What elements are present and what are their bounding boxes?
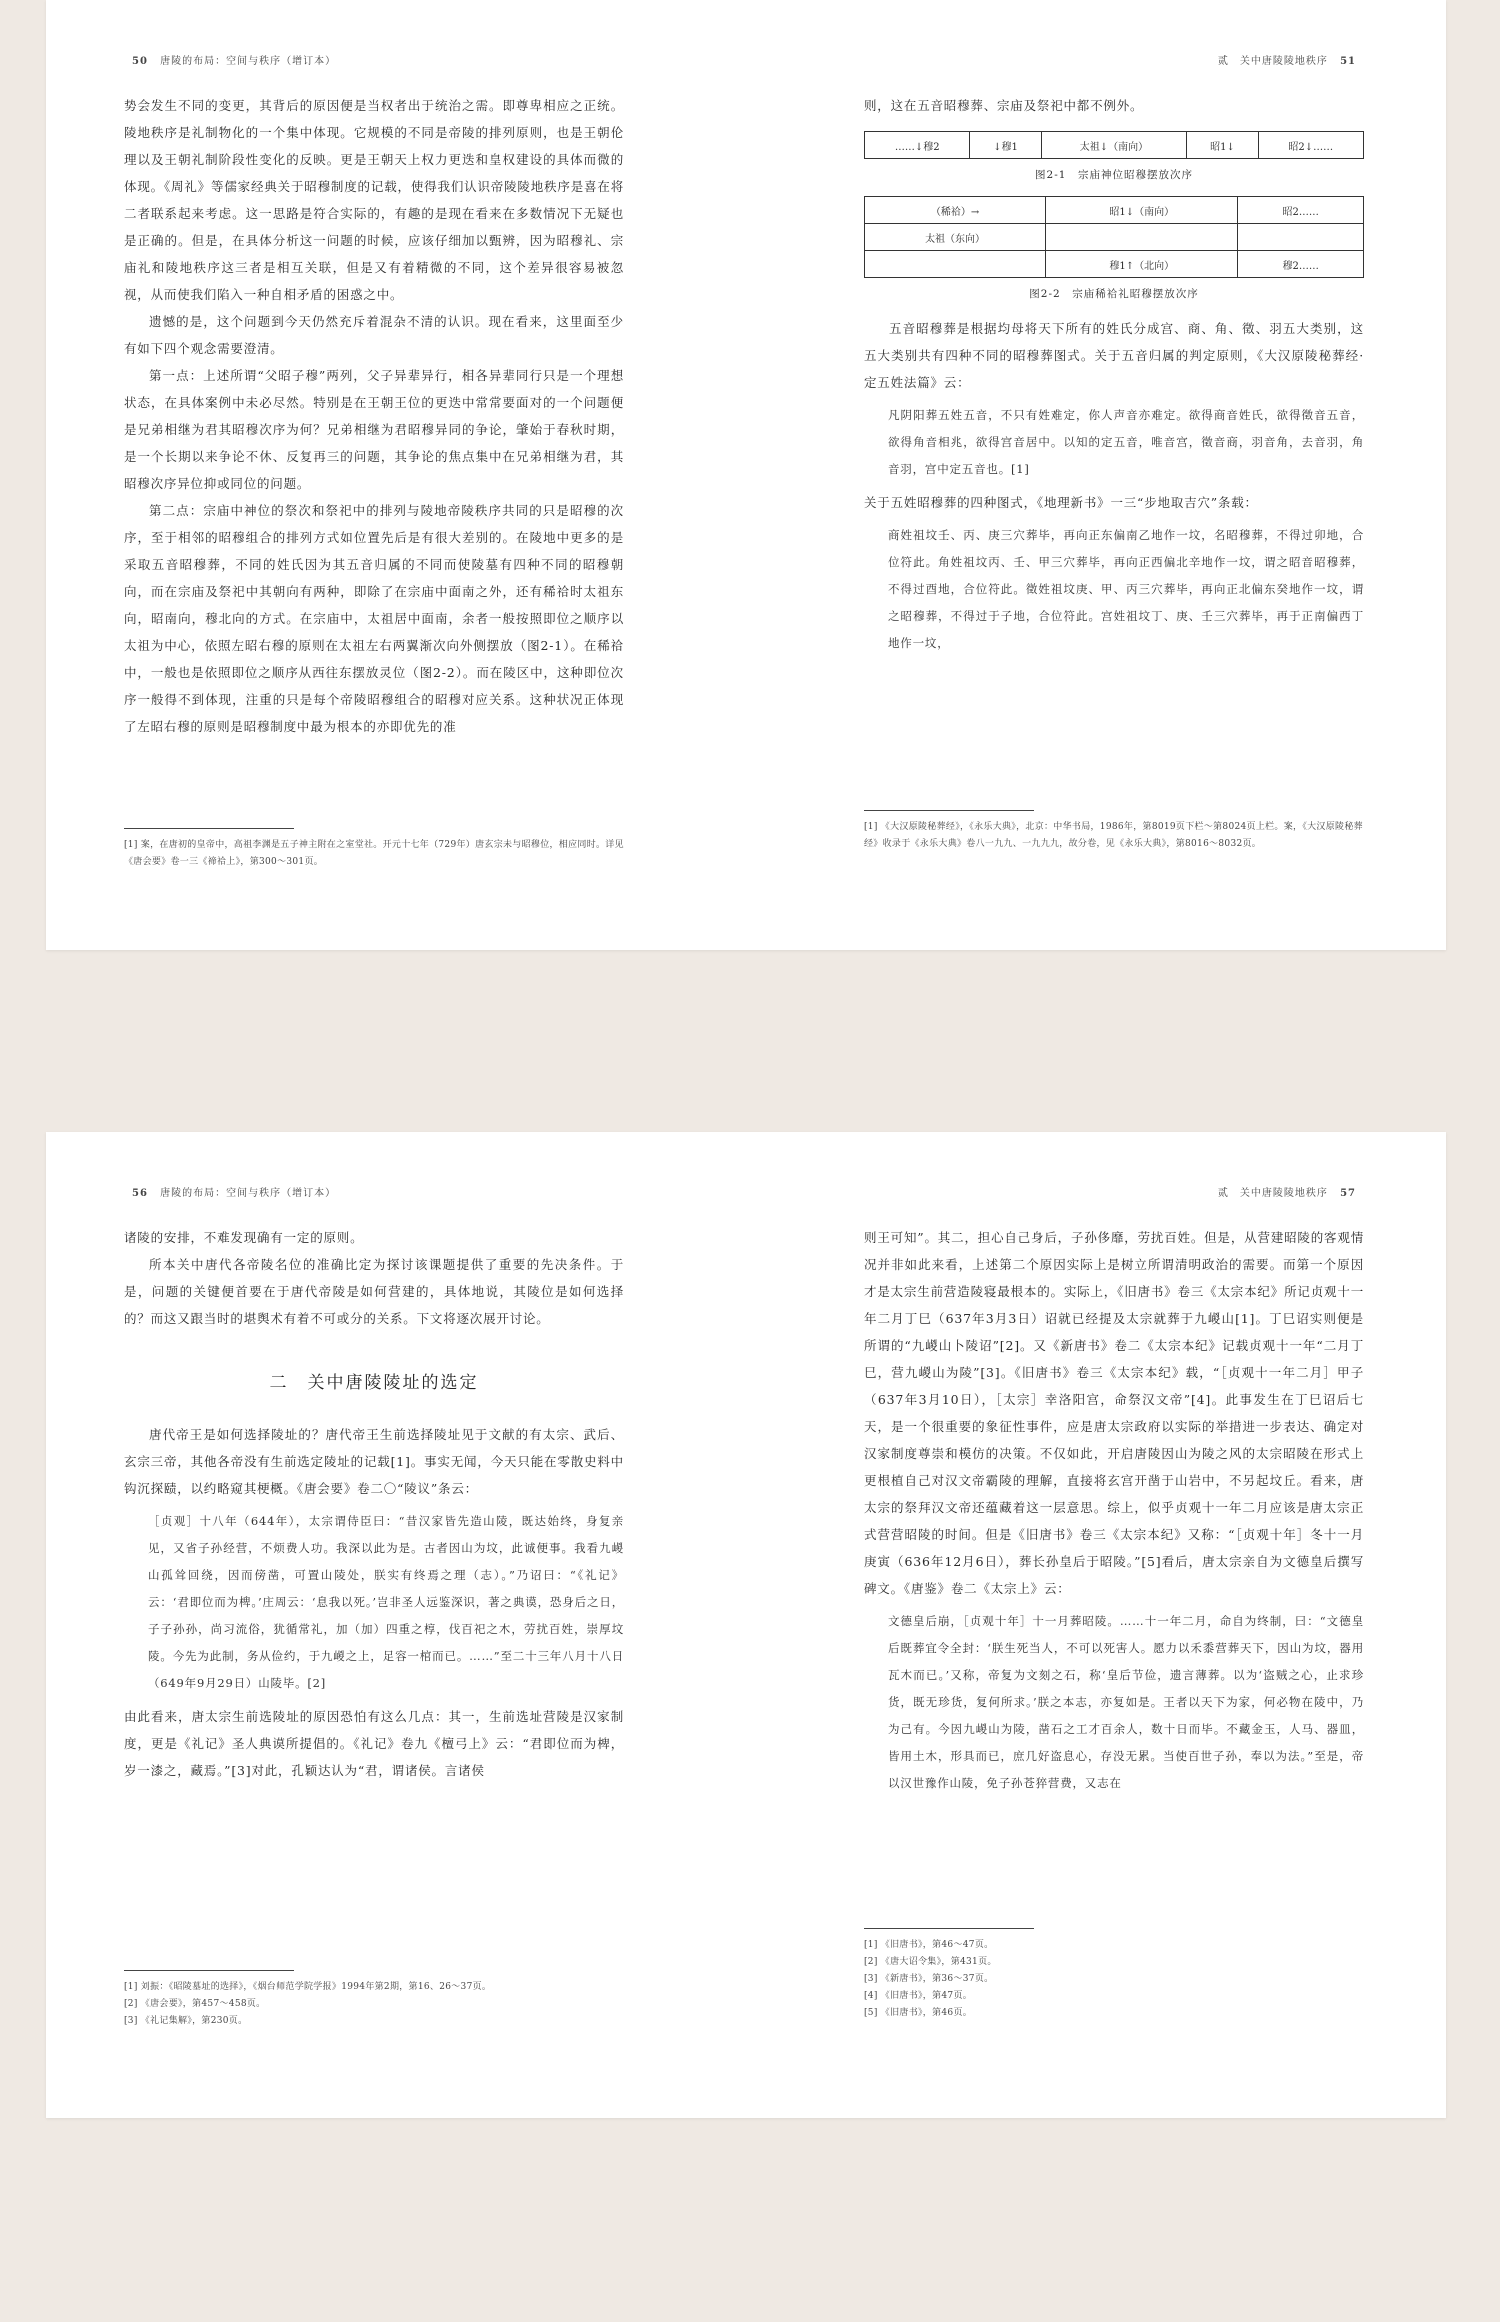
footnote: [2] 《唐大诏令集》，第431页。	[864, 1957, 997, 1967]
footnote-rule	[124, 828, 294, 829]
block-quote: 文德皇后崩，［贞观十年］十一月葬昭陵。……十一年二月，命自为终制，曰：“文德皇后既葬宜令全封：‘朕生死当人，不可以死害人。愿力以禾黍营葬天下，因山为坟，器用瓦木而已。’又称，帝复为文刻之石，称‘皇后节俭，遗言薄葬。以为‘盗贼之心，止求珍货，既无珍货，复何所求。’朕之本志，亦复如是。王者以天下为家，何必物在陵中，乃为己有。今因九嵕山为陵，凿石之工才百余人，数十日而毕。不藏金玉，人马、器皿，皆用土木，形具而已，庶几好盗息心，存没无累。当使百世子孙，奉以为法。”至是，帝以汉世豫作山陵，免子孙苍猝营费，又志在	[888, 1614, 1364, 1790]
running-head	[864, 1184, 1364, 1199]
footnotes	[124, 1970, 624, 2030]
figure-caption: 图2-1 宗庙神位昭穆摆放次序	[1035, 169, 1193, 181]
figure-2-1-table	[864, 131, 1364, 159]
footnotes	[124, 828, 624, 871]
paragraph: 第二点：宗庙中神位的祭次和祭祀中的排列与陵地帝陵秩序共同的只是昭穆的次序，至于相邻的昭穆组合的排列方式如位置先后是有很大差别的。在陵地中更多的是采取五音昭穆葬，不同的姓氏因为其五音归属的不同而使陵墓有四种不同的昭穆朝向，而在宗庙及祭祀中其朝向有两种，即除了在宗庙中面南之外，还有稀祫时太祖东向，昭南向，穆北向的方式。在宗庙中，太祖居中面南，余者一般按照即位之顺序以太祖为中心，依照左昭右穆的原则在太祖左右两翼渐次向外侧摆放（图2-1）。在稀祫中，一般也是依照即位之顺序从西往东摆放灵位（图2-2）。而在陵区中，这种即位次序一般得不到体现，注重的只是每个帝陵昭穆组合的昭穆对应关系。这种状况正体现了左昭右穆的原则是昭穆制度中最为根本的亦即优先的准	[124, 503, 624, 734]
figure-cell: 穆2……	[1238, 251, 1364, 278]
page-body	[864, 1224, 1364, 1803]
running-head	[124, 52, 624, 67]
page-number: 56	[132, 1188, 148, 1199]
page-body	[124, 92, 624, 740]
paragraph: 由此看来，唐太宗生前选陵址的原因恐怕有这么几点：其一，生前选址营陵是汉家制度，更是《礼记》圣人典谟所提倡的。《礼记》卷九《檀弓上》云：“君即位而为椑，岁一漆之，藏焉。”[3]对此，孔颖达认为“君，谓诸侯。言诸侯	[124, 1709, 624, 1778]
block-quote: 凡阴阳葬五姓五音，不只有姓难定，你人声音亦难定。欲得商音姓氏，欲得徵音五音，欲得角音相兆，欲得宫音居中。以知的定五音，唯音宫，徵音商，羽音角，去音羽，角音羽，宫中定五音也。[1]	[888, 408, 1364, 476]
footnotes	[864, 1928, 1364, 2022]
page-number: 57	[1340, 1188, 1356, 1199]
page-number: 51	[1340, 56, 1356, 67]
paragraph: 势会发生不同的变更，其背后的原因便是当权者出于统治之需。即尊卑相应之正统。陵地秩序是礼制物化的一个集中体现。它规模的不同是帝陵的排列原则，也是王朝伦理以及王朝礼制阶段性变化的反映。更是王朝天上权力更迭和皇权建设的具体而微的体现。《周礼》等儒家经典关于昭穆制度的记载，使得我们认识帝陵陵地秩序是喜在将二者联系起来考虑。这一思路是符合实际的，有趣的是现在看来在多数情况下无疑也是正确的。但是，在具体分析这一问题的时候，应该仔细加以甄辨，因为昭穆礼、宗庙礼和陵地秩序这三者是相互关联，但是又有着精微的不同，这个差异很容易被忽视，从而使我们陷入一种自相矛盾的困惑之中。	[124, 98, 624, 302]
book-spread-upper	[46, 0, 1446, 950]
figure-cell: ↓穆1	[970, 132, 1041, 159]
footnote: [1] 刘振：《昭陵墓址的选择》，《烟台师范学院学报》1994年第2期，第16、26～37页。	[124, 1982, 492, 1992]
figure-cell: （稀祫）→	[865, 197, 1046, 224]
paragraph: 五音昭穆葬是根据均母将天下所有的姓氏分成宫、商、角、徵、羽五大类别，这五大类别共有四种不同的昭穆葬图式。关于五音归属的判定原则，《大汉原陵秘葬经·定五姓法篇》云：	[864, 321, 1364, 390]
footnote: [2] 《唐会要》，第457～458页。	[124, 1999, 266, 2009]
book-title: 唐陵的布局：空间与秩序（增订本）	[160, 56, 337, 67]
footnote: [4] 《旧唐书》，第47页。	[864, 1991, 973, 2001]
figure-cell: 太祖↓（南向）	[1041, 132, 1187, 159]
paragraph: 关于五姓昭穆葬的四种图式，《地理新书》一三“步地取吉穴”条载：	[864, 495, 1258, 510]
paragraph: 诸陵的安排，不难发现确有一定的原则。	[124, 1230, 364, 1245]
footnote-rule	[864, 810, 1034, 811]
paragraph: 唐代帝王是如何选择陵址的？唐代帝王生前选择陵址见于文献的有太宗、武后、玄宗三帝，其他各帝没有生前选定陵址的记载[1]。事实无闻，今天只能在零散史料中钩沉探赜，以约略窥其梗概。《唐会要》卷二〇“陵议”条云：	[124, 1427, 624, 1496]
book-spread-lower	[46, 1132, 1446, 2118]
figure-cell	[865, 251, 1046, 278]
page-number: 50	[132, 56, 148, 67]
footnote: [5] 《旧唐书》，第46页。	[864, 2008, 973, 2018]
footnote: [3] 《新唐书》，第36～37页。	[864, 1974, 994, 1984]
footnote: [1] 《大汉原陵秘葬经》，《永乐大典》，北京：中华书局，1986年，第8019页下栏～第8024页上栏。案，《大汉原陵秘葬经》收录于《永乐大典》卷八一九九、一九九九，故分卷，见《永乐大典》，第8016～8032页。	[864, 822, 1363, 849]
paragraph: 所本关中唐代各帝陵名位的准确比定为探讨该课题提供了重要的先决条件。于是，问题的关键便首要在于唐代帝陵是如何营建的，具体地说，其陵位是如何选择的？而这又跟当时的堪舆术有着不可或分的关系。下文将逐次展开讨论。	[124, 1257, 624, 1326]
footnote-rule	[864, 1928, 1034, 1929]
figure-caption: 图2-2 宗庙稀祫礼昭穆摆放次序	[1029, 288, 1199, 300]
footnote-rule	[124, 1970, 294, 1971]
footnote: [3] 《礼记集解》，第230页。	[124, 2016, 248, 2026]
paragraph: 则王可知”。其二，担心自己身后，子孙侈靡，劳扰百姓。但是，从营建昭陵的客观情况并非如此来看，上述第二个原因实际上是树立所谓清明政治的需要。而第一个原因才是太宗生前营造陵寝最根本的。实际上，《旧唐书》卷三《太宗本纪》所记贞观十一年二月丁巳（637年3月3日）诏就已经提及太宗就葬于九嵕山[1]。丁巳诏实则便是所谓的“九嵕山卜陵诏”[2]。又《新唐书》卷二《太宗本纪》记载贞观十一年“二月丁巳，营九嵕山为陵”[3]。《旧唐书》卷三《太宗本纪》载，“［贞观十一年二月］甲子（637年3月10日），［太宗］幸洛阳宫，命祭汉文帝”[4]。此事发生在丁巳诏后七天，是一个很重要的象征性事件，应是唐太宗政府以实际的举措进一步表达、确定对汉家制度尊崇和模仿的决策。不仅如此，开启唐陵因山为陵之风的太宗昭陵在形式上更根植自己对汉文帝霸陵的理解，直接将玄宫开凿于山岩中，不另起坟丘。看来，唐太宗的祭拜汉文帝还蕴藏着这一层意思。综上，似乎贞观十一年二月应该是唐太宗正式营营昭陵的时间。但是《旧唐书》卷三《太宗本纪》又称：“［贞观十年］冬十一月庚寅（636年12月6日），葬长孙皇后于昭陵。”[5]看后，唐太宗亲自为文德皇后撰写碑文。《唐鉴》卷二《太宗上》云：	[864, 1230, 1364, 1596]
footnote: [1] 案，在唐初的皇帝中，高祖李渊是五子神主附在之室堂社。开元十七年（729年）唐玄宗未与昭穆位，相应同时。详见《唐会要》卷一三《禘祫上》，第300～301页。	[124, 840, 624, 867]
footnote: [1] 《旧唐书》，第46～47页。	[864, 1940, 994, 1950]
page-body	[124, 1224, 624, 1784]
paragraph: 则，这在五音昭穆葬、宗庙及祭祀中都不例外。	[864, 98, 1144, 113]
figure-cell	[1238, 224, 1364, 251]
running-head	[864, 52, 1364, 67]
figure-cell: 太祖（东向）	[865, 224, 1046, 251]
running-head	[124, 1184, 624, 1199]
footnotes	[864, 810, 1364, 853]
figure-cell: 昭1↓	[1187, 132, 1258, 159]
chapter-title: 贰 关中唐陵陵地秩序	[1217, 56, 1328, 67]
figure-cell: 昭2……	[1238, 197, 1364, 224]
figure-cell: 穆1↑（北向）	[1046, 251, 1238, 278]
figure-cell: 昭2↓……	[1258, 132, 1363, 159]
chapter-title: 贰 关中唐陵陵地秩序	[1217, 1188, 1328, 1199]
book-title: 唐陵的布局：空间与秩序（增订本）	[160, 1188, 337, 1199]
block-quote: ［贞观］十八年（644年），太宗谓侍臣曰：“昔汉家皆先造山陵，既达始终，身复亲见，又省子孙经营，不烦费人功。我深以此为是。古者因山为坟，此诚便事。我看九嵕山孤耸回绕，因而傍凿，可置山陵处，朕实有终焉之理（志）。”乃诏曰：“《礼记》云：‘君即位而为椑。’庄周云：‘息我以死。’岂非圣人远鉴深识，著之典谟，恐身后之日，子子孙孙，尚习流俗，犹循常礼，加（加）四重之椁，伐百祀之木，劳扰百姓，崇厚坟陵。今先为此制，务从俭约，于九嵕之上，足容一棺而已。……”至二十三年八月十八日（649年9月29日）山陵毕。[2]	[148, 1514, 624, 1690]
paragraph: 第一点：上述所谓“父昭子穆”两列，父子异辈异行，相各异辈同行只是一个理想状态，在具体案例中未必尽然。特别是在王朝王位的更迭中常常要面对的一个问题便是兄弟相继为君其昭穆次序为何？兄弟相继为君昭穆异同的争论，肇始于春秋时期，是一个长期以来争论不休、反复再三的问题，其争论的焦点集中在兄弟相继为君，其昭穆次序异位抑或同位的问题。	[124, 368, 624, 491]
figure-2-2-table	[864, 196, 1364, 278]
paragraph: 遗憾的是，这个问题到今天仍然充斥着混杂不清的认识。现在看来，这里面至少有如下四个观念需要澄清。	[124, 314, 624, 356]
block-quote: 商姓祖坟壬、丙、庚三穴葬毕，再向正东偏南乙地作一坟，名昭穆葬，不得过卯地，合位符此。角姓祖坟丙、壬、甲三穴葬毕，再向正西偏北辛地作一坟，谓之昭音昭穆葬，不得过酉地，合位符此。徵姓祖坟庚、甲、丙三穴葬毕，再向正北偏东癸地作一坟，谓之昭穆葬，不得过于子地，合位符此。宫姓祖坟丁、庚、壬三穴葬毕，再于正南偏西丁地作一坟，	[888, 528, 1364, 650]
figure-cell: ……↓穆2	[865, 132, 970, 159]
figure-cell: 昭1↓（南向）	[1046, 197, 1238, 224]
figure-cell	[1046, 224, 1238, 251]
section-heading: 二 关中唐陵陵址的选定	[269, 1373, 479, 1393]
page-body	[864, 92, 1364, 663]
